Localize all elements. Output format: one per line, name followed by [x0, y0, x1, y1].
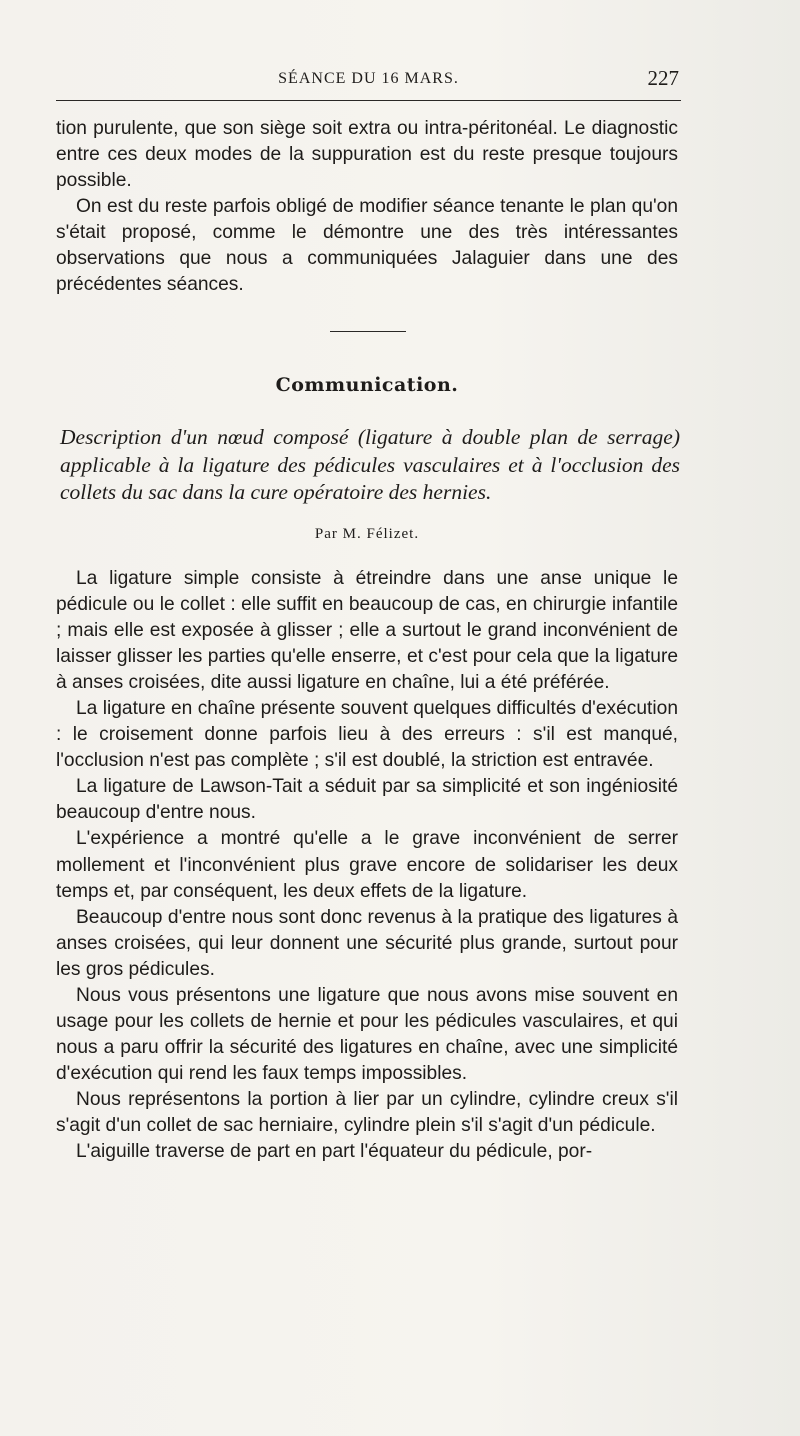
page-header — [56, 66, 681, 94]
page-number: 227 — [647, 66, 679, 90]
header-rule — [56, 100, 681, 101]
section-divider — [330, 331, 406, 332]
article-title: Description d'un nœud composé (ligature à double plan de serrage) applicable à la ligature des pédicules vasculaires et à l'occlusion des collets du sac dans la cure opératoire des hernies. — [60, 425, 680, 504]
intro-text — [56, 116, 678, 298]
article-paragraph: La ligature en chaîne présente souvent quelques difficultés d'exécution : le croisement donne parfois lieu à des erreurs : s'il est manqué, l'occlusion n'est pas complète ; s'il est doublé, la striction est entravée. — [56, 698, 678, 772]
intro-paragraph: tion purulente, que son siège soit extra ou intra-péritonéal. Le diagnostic entre ces deux modes de la suppuration est du reste presque toujours possible. — [56, 118, 678, 191]
running-head: SÉANCE DU 16 MARS. — [278, 70, 459, 87]
byline: Par M. Félizet. — [314, 526, 420, 542]
article-paragraph: L'expérience a montré qu'elle a le grave inconvénient de serrer mollement et l'inconvénient plus grave encore de solidariser les deux temps et, par conséquent, les deux effets de la ligature. — [56, 828, 678, 902]
article-paragraph: L'aiguille traverse de part en part l'équateur du pédicule, por- — [76, 1141, 593, 1163]
section-title: Communication. — [275, 374, 459, 396]
article-paragraph: Nous représentons la portion à lier par un cylindre, cylindre creux s'il s'agit d'un collet de sac herniaire, cylindre plein s'il s'agit d'un pédicule. — [56, 1088, 678, 1136]
article-paragraph: Beaucoup d'entre nous sont donc revenus à la pratique des ligatures à anses croisées, qui leur donnent une sécurité plus grande, surtout pour les gros pédicules. — [56, 906, 678, 980]
article-paragraph: La ligature de Lawson-Tait a séduit par sa simplicité et son ingéniosité beaucoup d'entre nous. — [56, 776, 678, 824]
intro-paragraph: On est du reste parfois obligé de modifier séance tenante le plan qu'on s'était proposé, comme le démontre une des très intéressantes observations que nous a communiquées Jalaguier dans une des précédentes séances. — [56, 196, 678, 295]
article-paragraph: Nous vous présentons une ligature que nous avons mise souvent en usage pour les collets de hernie et pour les pédicules vasculaires, et qui nous a paru offrir la sécurité des ligatures en chaîne, avec une simplicité d'exécution qui rend les faux temps impossibles. — [56, 984, 678, 1084]
article-body — [56, 566, 678, 1165]
article-paragraph: La ligature simple consiste à étreindre dans une anse unique le pédicule ou le collet : elle suffit en beaucoup de cas, en chirurgie infantile ; mais elle est exposée à glisser ; elle a surtout le grand inconvénient de laisser glisser les parties qu'elle enserre, et c'est pour cela que la ligature à anses croisées, dite aussi ligature en chaîne, lui a été préférée. — [56, 568, 678, 694]
